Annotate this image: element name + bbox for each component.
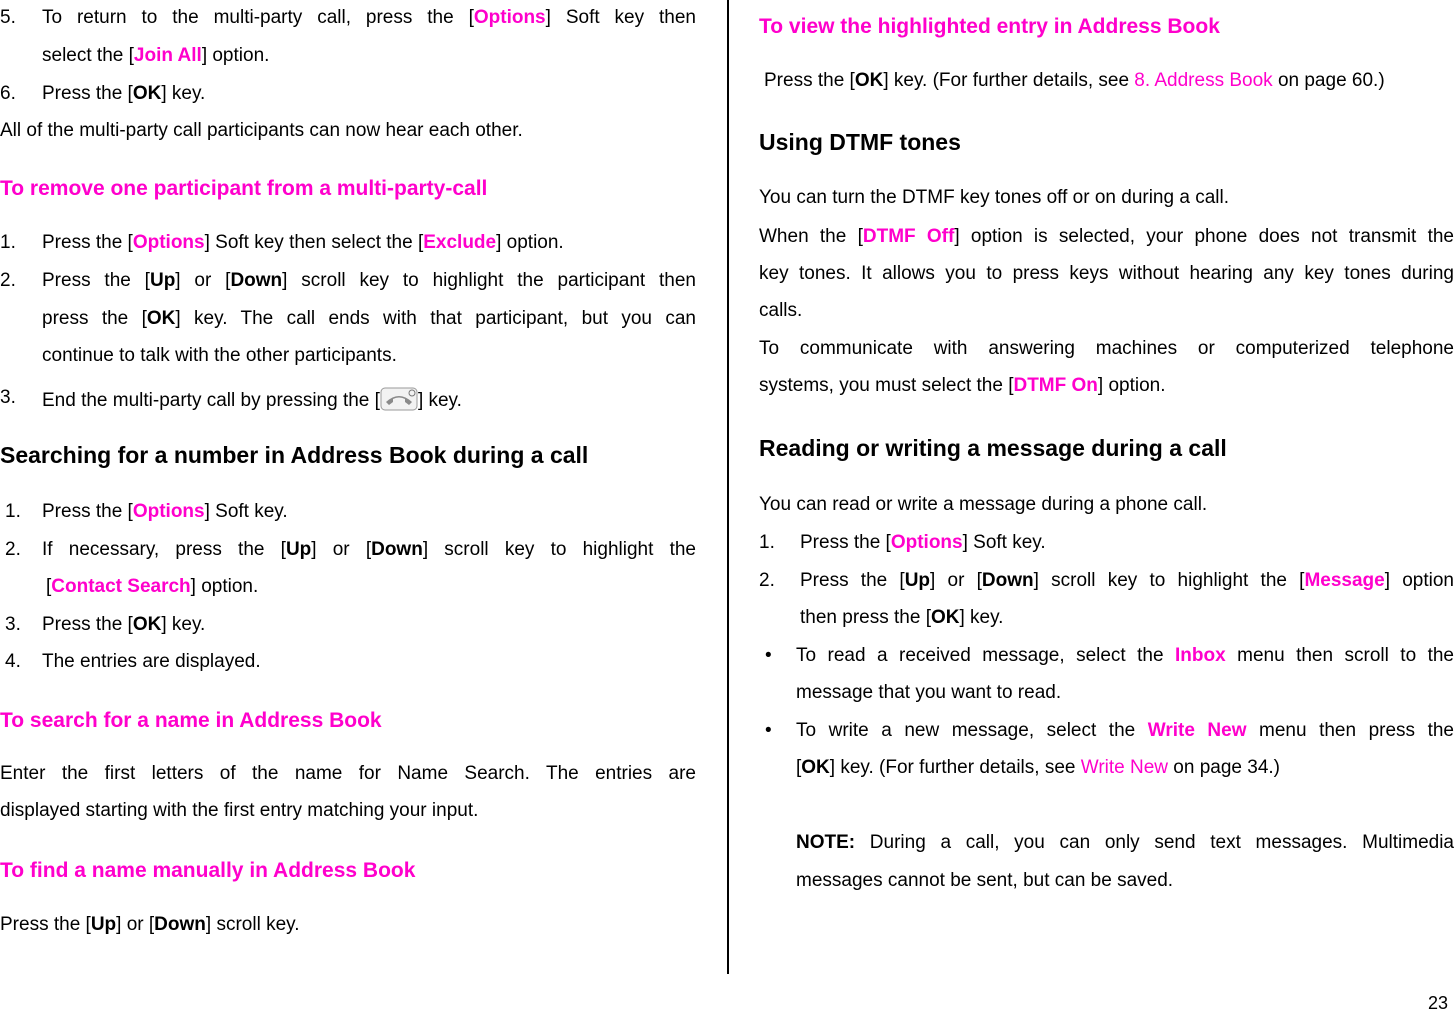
note-line2: messages cannot be sent, but can be saved. (796, 870, 1174, 891)
bullet-read-line1: • To read a received message, select the Inbox menu then scroll to the (765, 645, 1454, 666)
dtmf-para2-line2: key tones. It allows you to press keys without hearing any key tones during (759, 263, 1454, 284)
bullet-read-line2: message that you want to read. (796, 682, 1062, 703)
remove-step-3: 3. End the multi-party call by pressing the [ ] key. (0, 387, 462, 411)
search-step-2-line1: 2. If necessary, press the [Up] or [Down] scroll key to highlight the (5, 539, 696, 560)
heading-message: Reading or writing a message during a call (759, 435, 1227, 461)
remove-step-2-line1: 2. Press the [Up] or [Down] scroll key to highlight the participant then (0, 270, 696, 291)
dtmf-para2-line1: When the [DTMF Off] option is selected, your phone does not transmit the (759, 226, 1454, 247)
search-step-1: 1. Press the [Options] Soft key. (5, 501, 288, 522)
name-search-line2: displayed starting with the first entry matching your input. (0, 800, 479, 821)
dtmf-para2-line3: calls. (759, 300, 803, 321)
remove-step-2-line2: press the [OK] key. The call ends with that participant, but you can (42, 308, 696, 329)
end-call-icon (380, 387, 418, 409)
message-step-2-line2: then press the [OK] key. (800, 607, 1004, 628)
bullet-write-line1: • To write a new message, select the Write New menu then press the (765, 720, 1454, 741)
heading-search-address-book: Searching for a number in Address Book during a call (0, 442, 589, 468)
heading-remove-participant: To remove one participant from a multi-party-call (0, 177, 488, 200)
step-6: 6. Press the [OK] key. (0, 83, 206, 104)
para-all-participants: All of the multi-party call participants can now hear each other. (0, 120, 523, 141)
heading-view-entry: To view the highlighted entry in Address Book (759, 15, 1220, 38)
dtmf-para1: You can turn the DTMF key tones off or on during a call. (759, 187, 1229, 208)
page-number: 23 (1427, 993, 1448, 1013)
remove-step-2-line3: continue to talk with the other participants. (42, 345, 397, 366)
heading-dtmf: Using DTMF tones (759, 129, 961, 155)
step-5-line1: 5. To return to the multi-party call, press the [Options] Soft key then (0, 7, 696, 28)
manual-instruction: Press the [Up] or [Down] scroll key. (0, 914, 300, 935)
heading-search-name: To search for a name in Address Book (0, 709, 382, 732)
bullet-icon: • (765, 720, 772, 741)
dtmf-para3-line1: To communicate with answering machines or computerized telephone (759, 338, 1454, 359)
heading-find-manually: To find a name manually in Address Book (0, 859, 416, 882)
search-step-4: 4. The entries are displayed. (5, 651, 261, 672)
step-5-line2: select the [Join All] option. (42, 45, 270, 66)
note-line1: NOTE: During a call, you can only send text messages. Multimedia (796, 832, 1454, 853)
name-search-line1: Enter the first letters of the name for Name Search. The entries are (0, 763, 696, 784)
search-step-3: 3. Press the [OK] key. (5, 614, 206, 635)
message-para1: You can read or write a message during a phone call. (759, 494, 1208, 515)
column-divider (727, 0, 729, 974)
bullet-write-line2: [OK] key. (For further details, see Write New on page 34.) (796, 757, 1281, 778)
search-step-2-line2: [Contact Search] option. (46, 576, 259, 597)
remove-step-1: 1. Press the [Options] Soft key then select the [Exclude] option. (0, 232, 564, 253)
message-step-2-line1: 2. Press the [Up] or [Down] scroll key to highlight the [Message] option (759, 570, 1454, 591)
bullet-icon: • (765, 645, 772, 666)
view-instruction: Press the [OK] key. (For further details, see 8. Address Book on page 60.) (764, 70, 1385, 91)
message-step-1: 1. Press the [Options] Soft key. (759, 532, 1046, 553)
dtmf-para3-line2: systems, you must select the [DTMF On] option. (759, 375, 1166, 396)
